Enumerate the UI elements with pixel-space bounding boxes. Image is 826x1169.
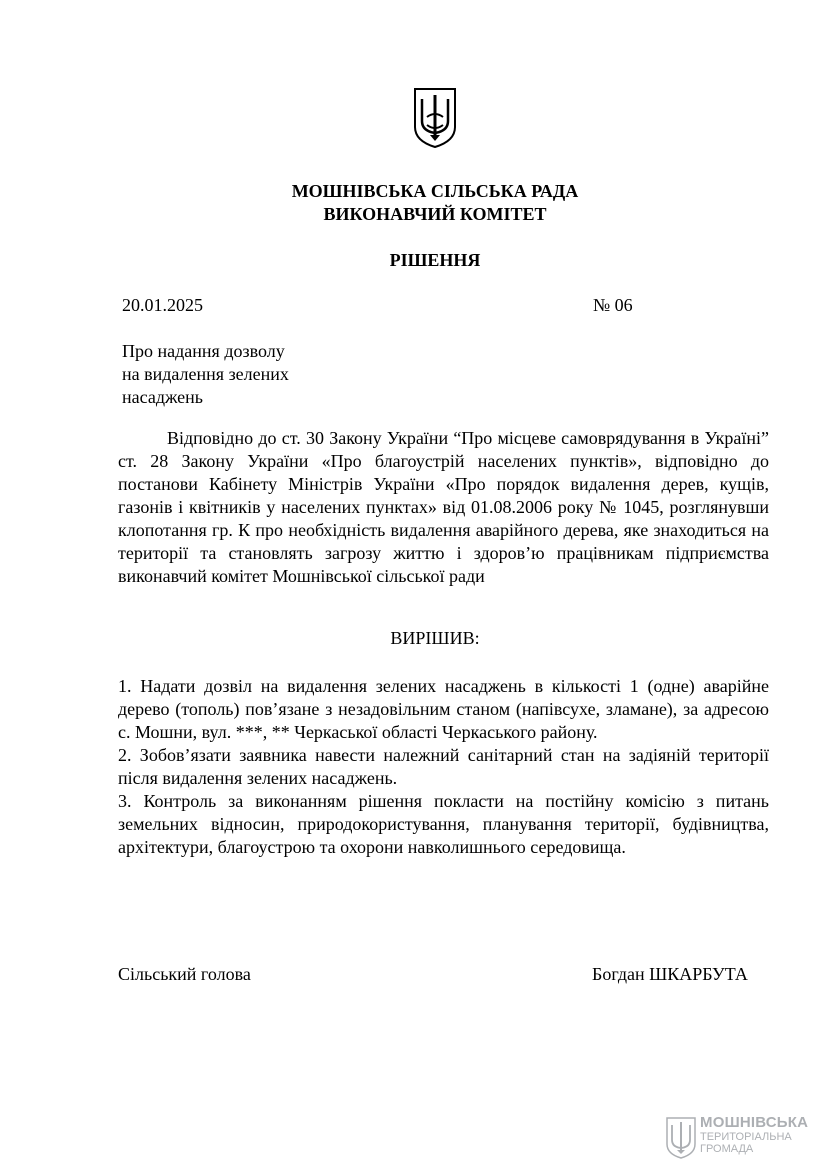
trident-logo-icon xyxy=(666,1117,696,1159)
signatory-name: Богдан ШКАРБУТА xyxy=(592,964,748,984)
community-watermark xyxy=(666,1115,816,1161)
preamble-paragraph: Відповідно до ст. 30 Закону України “Про місцеве самоврядування в Україні” ст. 28 Закону України «Про благоустрій населених пунктів», відповідно до постанови Кабінету Міністрів України «Про порядок видалення дерев, кущів, газонів і квітників у населених пунктах» від 01.08.2006 року № 1045, розглянувши клопотання гр. К про необхідність видалення аварійного дерева, яке знаходиться на території та становлять загрозу життю і здоров’ю працівникам підприємства виконавчий комітет Мошнівської сільської ради xyxy=(118,428,769,586)
decision-number: № 06 xyxy=(593,295,633,315)
decision-subject xyxy=(122,340,322,409)
subject-line: Про надання дозволу xyxy=(122,341,285,361)
decision-item: 1. Надати дозвіл на видалення зелених насаджень в кількості 1 (одне) аварійне дерево (тополь) пов’язане з незадовільним станом (напівсухе, зламане), за адресою с. Мошни, вул. ***, ** Черкаської області Черкаського району. xyxy=(118,676,769,742)
resolved-heading: ВИРІШИВ: xyxy=(390,628,480,648)
watermark-subtitle: ГРОМАДА xyxy=(700,1143,754,1155)
subject-line: насаджень xyxy=(122,387,204,407)
document-type: РІШЕННЯ xyxy=(389,250,481,270)
decision-item: 2. Зобов’язати заявника навести належний санітарний стан на задіяній території після видалення зелених насаджень. xyxy=(118,745,769,788)
watermark-subtitle: ТЕРИТОРІАЛЬНА xyxy=(700,1131,792,1143)
decision-item: 3. Контроль за виконанням рішення покласти на постійну комісію з питань земельних відносин, природокористування, планування території, будівництва, архітектури, благоустрою та охорони навколишнього середовища. xyxy=(118,791,769,857)
signatory-role: Сільський голова xyxy=(118,964,251,984)
decision-date: 20.01.2025 xyxy=(122,295,203,315)
watermark-title: МОШНІВСЬКА xyxy=(700,1114,809,1131)
committee-name: ВИКОНАВЧИЙ КОМІТЕТ xyxy=(323,204,547,224)
subject-line: на видалення зелених xyxy=(122,364,289,384)
decision-items xyxy=(118,675,769,859)
organization-name: МОШНІВСЬКА СІЛЬСЬКА РАДА xyxy=(291,181,579,201)
trident-emblem-icon xyxy=(413,87,457,149)
